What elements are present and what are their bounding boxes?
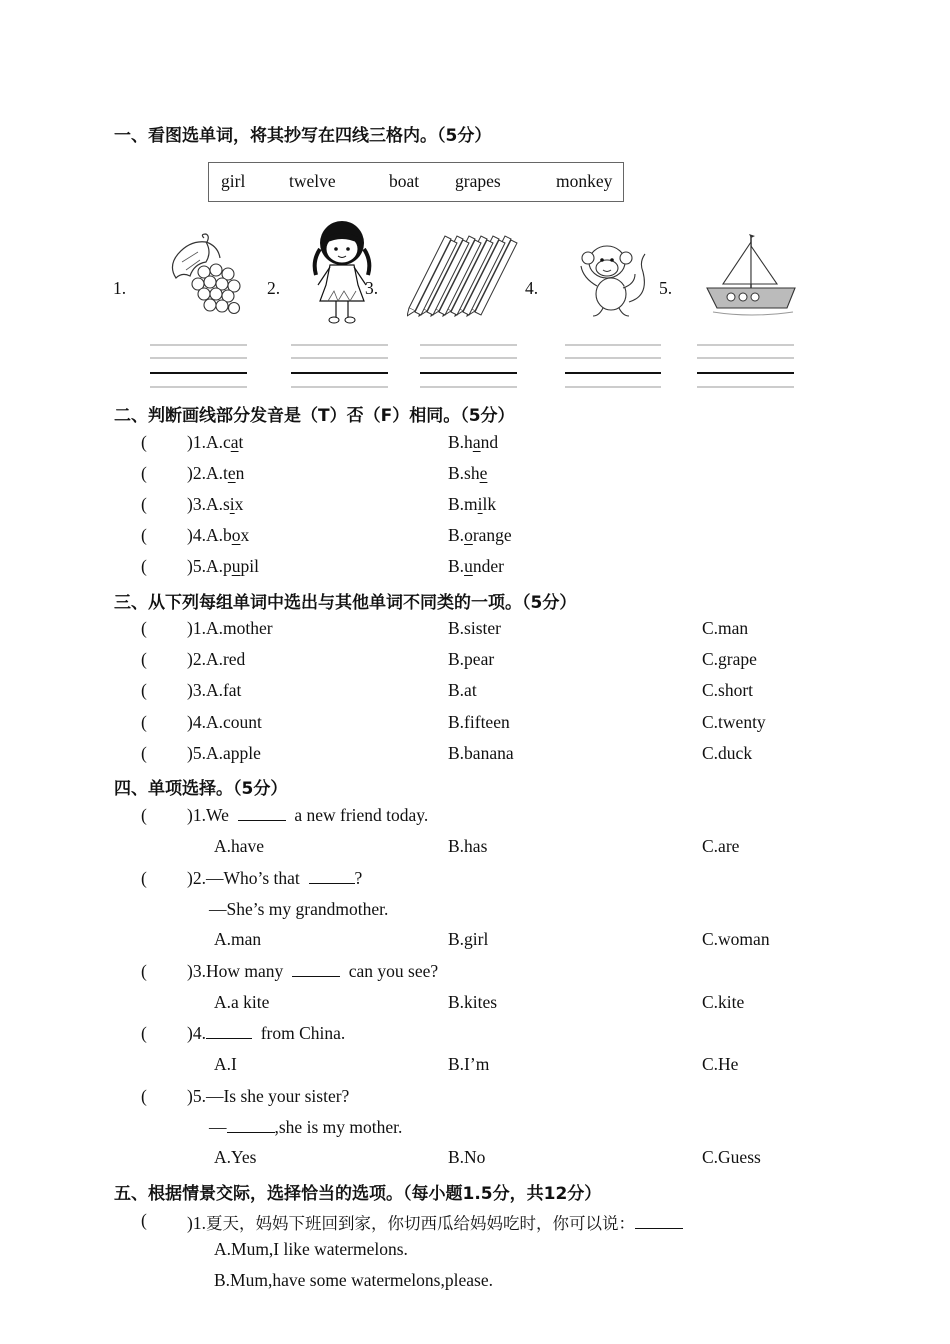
option-a: A.Yes: [214, 1147, 257, 1167]
pencils-icon: [407, 226, 519, 324]
picture-number: 1.: [113, 278, 127, 298]
option-c: C.grape: [702, 649, 757, 669]
monkey-icon: [573, 232, 653, 320]
option-a: )4.A.count: [187, 712, 262, 732]
answer-paren[interactable]: (: [141, 1023, 147, 1043]
option-c: C.Guess: [702, 1147, 761, 1167]
answer-paren[interactable]: (: [141, 649, 147, 669]
question-4: )4. from China.: [187, 1023, 346, 1043]
item-b: B.orange: [448, 525, 512, 545]
option-b: B.girl: [448, 929, 489, 949]
word-bank-item: monkey: [556, 171, 613, 191]
option-b: B.at: [448, 680, 477, 700]
item-a: )2.A.ten: [187, 463, 245, 483]
answer-paren[interactable]: (: [141, 680, 147, 700]
answer-paren[interactable]: (: [141, 1086, 147, 1106]
option-c: C.duck: [702, 743, 753, 763]
boat-icon: [703, 232, 799, 318]
answer-paren[interactable]: (: [141, 868, 147, 888]
item-a: )3.A.six: [187, 494, 244, 514]
option-c: C.He: [702, 1054, 739, 1074]
option-a: A.a kite: [214, 992, 270, 1012]
item-a: )4.A.box: [187, 525, 250, 545]
option-a: )1.A.mother: [187, 618, 273, 638]
picture-number: 4.: [525, 278, 539, 298]
answer-paren[interactable]: (: [141, 805, 147, 825]
word-bank: [208, 162, 624, 202]
option-b: B.Mum,have some watermelons,please.: [214, 1270, 493, 1290]
answer-paren[interactable]: (: [141, 463, 147, 483]
answer-paren[interactable]: (: [141, 743, 147, 763]
section4-heading: 四、单项选择。（5分）: [114, 779, 288, 799]
option-a: A.man: [214, 929, 262, 949]
section2-heading: 二、判断画线部分发音是（T）否（F）相同。（5分）: [114, 406, 515, 426]
picture-number: 5.: [659, 278, 673, 298]
question-3: )3.How many can you see?: [187, 961, 439, 981]
item-b: B.under: [448, 556, 504, 576]
blank[interactable]: [292, 961, 340, 977]
item-b: B.hand: [448, 432, 499, 452]
item-b: B.she: [448, 463, 488, 483]
option-a: )2.A.red: [187, 649, 246, 669]
answer-paren[interactable]: (: [141, 556, 147, 576]
option-a: A.I: [214, 1054, 237, 1074]
word-bank-item: girl: [221, 171, 246, 191]
option-a: )5.A.apple: [187, 743, 261, 763]
item-a: )1.A.cat: [187, 432, 244, 452]
word-bank-item: grapes: [455, 171, 501, 191]
option-b: B.fifteen: [448, 712, 510, 732]
option-b: B.sister: [448, 618, 501, 638]
option-c: C.kite: [702, 992, 745, 1012]
section3-heading: 三、从下列每组单词中选出与其他单词不同类的一项。（5分）: [114, 593, 577, 613]
answer-paren[interactable]: (: [141, 961, 147, 981]
question-1: )1.We a new friend today.: [187, 805, 429, 825]
option-b: B.kites: [448, 992, 498, 1012]
option-c: C.twenty: [702, 712, 766, 732]
grapes-icon: [160, 232, 250, 317]
answer-paren[interactable]: (: [141, 432, 147, 452]
option-b: B.No: [448, 1147, 486, 1167]
word-bank-item: twelve: [289, 171, 336, 191]
option-c: C.are: [702, 836, 740, 856]
option-c: C.woman: [702, 929, 770, 949]
option-b: B.pear: [448, 649, 495, 669]
option-c: C.man: [702, 618, 749, 638]
writing-lines[interactable]: [0, 340, 950, 392]
question-2: )2.—Who’s that ?: [187, 868, 363, 888]
answer-paren[interactable]: (: [141, 618, 147, 638]
word-bank-item: boat: [389, 171, 420, 191]
answer-paren[interactable]: (: [141, 1210, 147, 1230]
answer-paren[interactable]: (: [141, 494, 147, 514]
answer-paren[interactable]: (: [141, 525, 147, 545]
picture-number: 2.: [267, 278, 281, 298]
option-b: B.banana: [448, 743, 514, 763]
blank[interactable]: [309, 868, 355, 884]
option-a: A.Mum,I like watermelons.: [214, 1239, 408, 1259]
blank[interactable]: [206, 1023, 252, 1039]
picture-number: 3.: [365, 278, 379, 298]
blank[interactable]: [238, 805, 286, 821]
blank[interactable]: [227, 1117, 275, 1133]
answer-paren[interactable]: (: [141, 712, 147, 732]
question-1: )1.夏天，妈妈下班回到家，你切西瓜给妈妈吃时，你可以说：: [187, 1210, 683, 1234]
option-b: B.has: [448, 836, 488, 856]
option-a: A.have: [214, 836, 265, 856]
girl-icon: [304, 215, 380, 327]
option-c: C.short: [702, 680, 754, 700]
question-5: )5.—Is she your sister?: [187, 1086, 350, 1106]
question-5-reply: — ,she is my mother.: [209, 1117, 403, 1137]
item-b: B.milk: [448, 494, 497, 514]
question-2-reply: —She’s my grandmother.: [209, 899, 389, 919]
blank[interactable]: [635, 1213, 683, 1229]
item-a: )5.A.pupil: [187, 556, 259, 576]
option-a: )3.A.fat: [187, 680, 242, 700]
option-b: B.I’m: [448, 1054, 490, 1074]
section5-heading: 五、根据情景交际，选择恰当的选项。（每小题1.5分，共12分）: [114, 1184, 602, 1204]
section1-heading: 一、看图选单词，将其抄写在四线三格内。（5分）: [114, 126, 492, 146]
